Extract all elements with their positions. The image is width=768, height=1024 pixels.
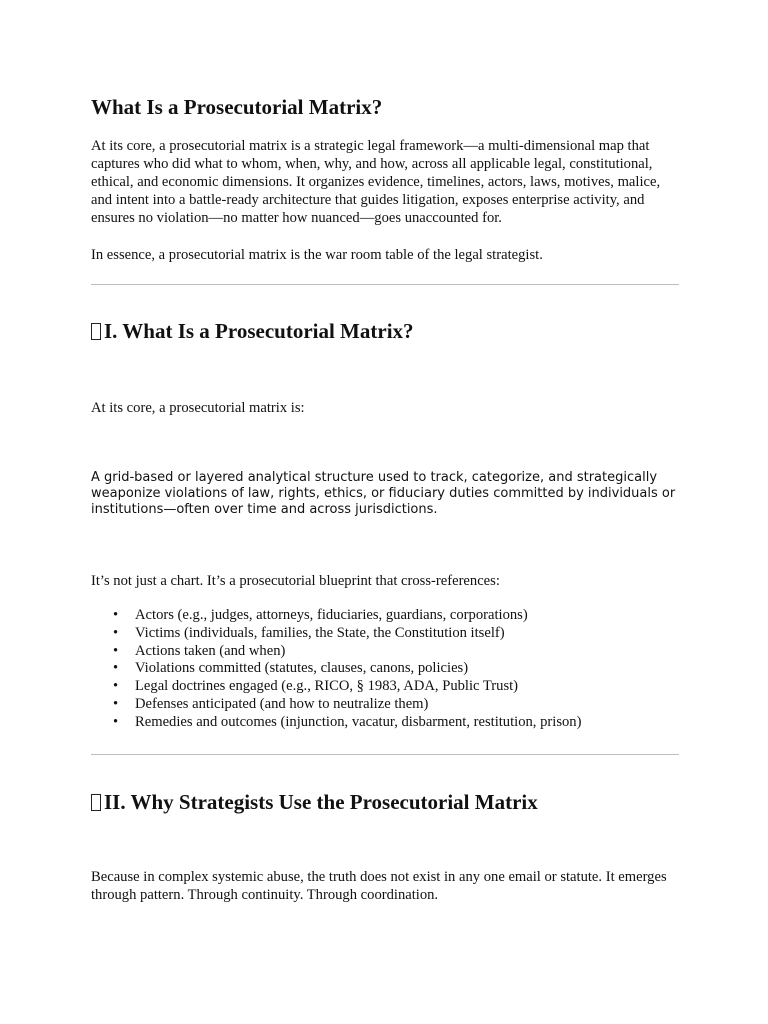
- section-two-heading: [91, 789, 538, 815]
- section-one-lead: At its core, a prosecutorial matrix is:: [91, 400, 305, 416]
- section-two-heading-text: II. Why Strategists Use the Prosecutorial Matrix: [104, 790, 538, 814]
- blueprint-intro: It’s not just a chart. It’s a prosecutorial blueprint that cross-references:: [91, 573, 500, 589]
- intro-summary: In essence, a prosecutorial matrix is the war room table of the legal strategist.: [91, 247, 543, 263]
- list-item: • Violations committed (statutes, clauses, canons, policies): [91, 660, 581, 678]
- section-one-heading-text: I. What Is a Prosecutorial Matrix?: [104, 319, 414, 343]
- list-item: • Remedies and outcomes (injunction, vacatur, disbarment, restitution, prison): [91, 714, 581, 732]
- missing-glyph-icon: [91, 323, 101, 340]
- intro-heading: What Is a Prosecutorial Matrix?: [91, 95, 383, 119]
- list-item: • Defenses anticipated (and how to neutralize them): [91, 696, 581, 714]
- list-item: • Actions taken (and when): [91, 643, 581, 661]
- missing-glyph-icon: [91, 794, 101, 811]
- section-divider: [91, 754, 679, 755]
- list-item: • Actors (e.g., judges, attorneys, fiduciaries, guardians, corporations): [91, 607, 581, 625]
- cross-reference-list: [91, 607, 581, 732]
- list-item: • Legal doctrines engaged (e.g., RICO, § 1983, ADA, Public Trust): [91, 678, 581, 696]
- list-item: • Victims (individuals, families, the State, the Constitution itself): [91, 625, 581, 643]
- intro-paragraph: At its core, a prosecutorial matrix is a strategic legal framework—a multi-dimensional map that captures who did what to whom, when, why, and how, across all applicable legal, constitutional, ethical, and economic dimensions. It organizes evidence, timelines, actors, laws, motives, malice, and intent into a battle-ready architecture that guides litigation, exposes enterprise activity, and ensures no violation—no matter how nuanced—goes unaccounted for.: [91, 138, 661, 226]
- section-divider: [91, 284, 679, 285]
- matrix-definition: A grid-based or layered analytical structure used to track, categorize, and strategically weaponize violations of law, rights, ethics, or fiduciary duties committed by individuals or institutions—often over time and across jurisdictions.: [91, 470, 676, 517]
- section-two-paragraph: Because in complex systemic abuse, the truth does not exist in any one email or statute. It emerges through pattern. Through continuity. Through coordination.: [91, 869, 667, 903]
- section-one-heading: [91, 318, 414, 344]
